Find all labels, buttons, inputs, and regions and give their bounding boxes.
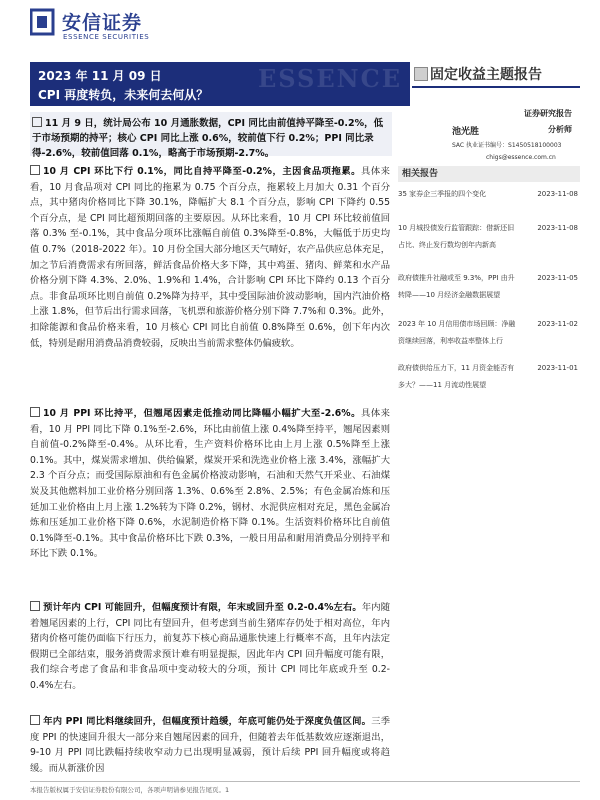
related-report-date: 2023-11-01 bbox=[537, 364, 578, 372]
paragraph-lead: 10 月 PPI 环比持平，但翘尾因素走低推动同比降幅小幅扩大至-2.6%。 bbox=[43, 408, 361, 419]
report-type: 证券研究报告 bbox=[524, 109, 572, 118]
report-series-label: 固定收益主题报告 bbox=[430, 67, 542, 83]
report-title: CPI 再度转负，未来何去何从？ bbox=[38, 88, 209, 102]
paragraph-body: 三季度 PPI 的快速回升很大一部分来自翘尾因素的回升，但随着去年低基数效应逐渐退出，9-10 月 PPI 同比跌幅持续收窄动力已出现明显减弱，预计后续 PPI 回升幅度或将趋缓。而从新涨价因 bbox=[30, 716, 390, 774]
body-paragraph bbox=[30, 714, 390, 778]
bullet-box-icon bbox=[30, 601, 40, 611]
summary-box bbox=[30, 112, 392, 159]
related-report-date: 2023-11-05 bbox=[537, 274, 578, 282]
analyst-role: 分析师 bbox=[548, 125, 572, 134]
analyst-name: 池光胜 bbox=[452, 127, 480, 137]
bullet-box-icon bbox=[30, 407, 40, 417]
footer-divider bbox=[30, 781, 580, 782]
report-series bbox=[412, 64, 580, 82]
report-date: 2023 年 11 月 09 日 bbox=[38, 69, 162, 83]
related-report-date: 2023-11-08 bbox=[537, 190, 578, 198]
paragraph-lead: 预计年内 CPI 可能回升，但幅度预计有限，年末或回升至 0.2-0.4%左右。 bbox=[43, 602, 362, 613]
related-report-title[interactable]: 35 家券企三季报的四个变化 bbox=[398, 190, 487, 198]
body-paragraph bbox=[30, 164, 390, 351]
bullet-box-icon bbox=[32, 117, 42, 127]
banner-watermark: ESSENCE bbox=[257, 64, 402, 93]
related-report-title[interactable]: 10 月城投债发行监管跟踪：借新还旧占比、终止发行数均创年内新高 bbox=[398, 224, 515, 249]
paragraph-body: 具体来看，10 月食品项对 CPI 同比的拖累为 0.75 个百分点，拖累较上月加大 0.31 个百分点，其中猪肉价格同比下降 30.1%，降幅扩大 8.1 个百分点，影响 CPI 下降约 0.55 个百分点，是 CPI 同比超预期回落的主要原因。从环比来看，10 月 CPI 环比较前值回落 0.3% 至-0.1%，其中食品分项环比涨幅自前值 0.3%降至-0.8%，大幅低于历史均值 0.7%（2018-2022 年）。10 月份全国大部分地区天气晴好，农产品供应总体充足，加之节后消费需求有所回落，鲜活食品价格大多下降，其中鸡蛋、猪肉、鲜菜和水产品价格分别下降 4.3%、2.0%、1.9%和 1.4%，合计影响 CPI 环比下降约 0.13 个百分点。非食品项环比则自前值 0.2%降为持平，其中受国际油价波动影响，国内汽油价格上涨 1.8%，但节后出行需求回落，飞机票和旅游价格分别下降 7.7%和 0.3%。此外，扣除能源和食品价格来看，10 月核心 CPI 同比自前值 0.8%降至 0.6%，创下年内次低，特别是耐用消费品消费较弱，反映出当前需求整体仍偏疲软。 bbox=[30, 166, 390, 349]
analyst-email[interactable]: chigs@essence.com.cn bbox=[486, 154, 556, 161]
paragraph-lead: 年内 PPI 同比料继续回升，但幅度预计趋缓，年底可能仍处于深度负值区间。 bbox=[43, 716, 372, 727]
essence-logo-icon bbox=[30, 8, 56, 36]
company-logo bbox=[30, 6, 230, 46]
paragraph-body: 具体来看，10 月 PPI 同比下降 0.1%至-2.6%，环比由前值上涨 0.4%降至持平，翘尾因素则自前值-0.2%降至-0.4%。从环比看，生产资料价格环比由上月上涨 0.5%降至上涨 0.1%。其中，煤炭需求增加、供给偏紧，煤炭开采和洗选业价格上涨 3.4%，涨幅扩大 2.3 个百分点；而受国际原油和有色金属价格波动影响，石油和天然气开采业、石油煤炭及其他燃料加工业价格分别回落 1.3%、0.6%至 2.8%、2.5%；有色金属冶炼和压延加工业价格由上月上涨 1.2%转为下降 0.2%，钢材、水泥供应相对充足，黑色金属冶炼和压延加工业价格下降 0.6%，水泥制造价格下降 0.1%。生活资料价格环比自前值 0.1%降至-0.1%。其中食品价格环比下跌 0.3%，一般日用品和耐用消费品分别持平和环比下跌 0.1%。 bbox=[30, 408, 390, 560]
company-name-cn: 安信证券 bbox=[62, 12, 143, 34]
title-divider bbox=[412, 86, 580, 88]
body-paragraph bbox=[30, 600, 390, 694]
analyst-block bbox=[412, 124, 580, 162]
related-report-title[interactable]: 2023 年 10 月信用债市场回顾：净融资继续回落，利率收益率整体上行 bbox=[398, 320, 516, 345]
related-report-title[interactable]: 政府债供给压力下，11 月资金能否有多大？——11 月流动性展望 bbox=[398, 364, 515, 389]
related-report-date: 2023-11-08 bbox=[537, 224, 578, 232]
analyst-cert: SAC 执业证书编号：S1450518100003 bbox=[452, 142, 562, 149]
report-banner bbox=[30, 62, 410, 106]
document-icon bbox=[414, 67, 428, 81]
bullet-box-icon bbox=[30, 165, 40, 175]
company-name-en: ESSENCE SECURITIES bbox=[63, 33, 150, 41]
summary-text: 11 月 9 日，统计局公布 10 月通胀数据，CPI 同比由前值持平降至-0.2%，低于市场预期的持平；核心 CPI 同比上涨 0.6%，较前值下行 0.2%；PPI 同比录得-2.6%，较前值回落 0.1%，略高于市场预期-2.7%。 bbox=[32, 118, 384, 159]
bullet-box-icon bbox=[30, 715, 40, 725]
related-reports-title: 相关报告 bbox=[398, 166, 580, 182]
related-report-date: 2023-11-02 bbox=[537, 320, 578, 328]
paragraph-lead: 10 月 CPI 环比下行 0.1%，同比自持平降至-0.2%，主因食品项拖累。 bbox=[43, 166, 362, 177]
paragraph-body: 年内随着翘尾因素的上行，CPI 同比有望回升，但考虑到当前生猪库存仍处于相对高位，年内猪肉价格可能仍面临下行压力，前复苏下核心商品通胀快速上行概率不高，且年内法定假期已全部结束，服务消费需求预计难有明显提振，因此年内 CPI 回升幅度可能有限，我们综合考虑了食品和非食品项中变动较大的分项，预计 CPI 同比年底或升至 0.2-0.4%左右。 bbox=[30, 602, 390, 691]
footer-disclaimer: 本报告版权属于安信证券股份有限公司，各项声明请参见报告尾页。1 bbox=[30, 786, 230, 794]
body-paragraph bbox=[30, 406, 390, 562]
related-report-title[interactable]: 政府债推升社融或至 9.3%，PPI 由升转降——10 月经济金融数据展望 bbox=[398, 274, 515, 299]
